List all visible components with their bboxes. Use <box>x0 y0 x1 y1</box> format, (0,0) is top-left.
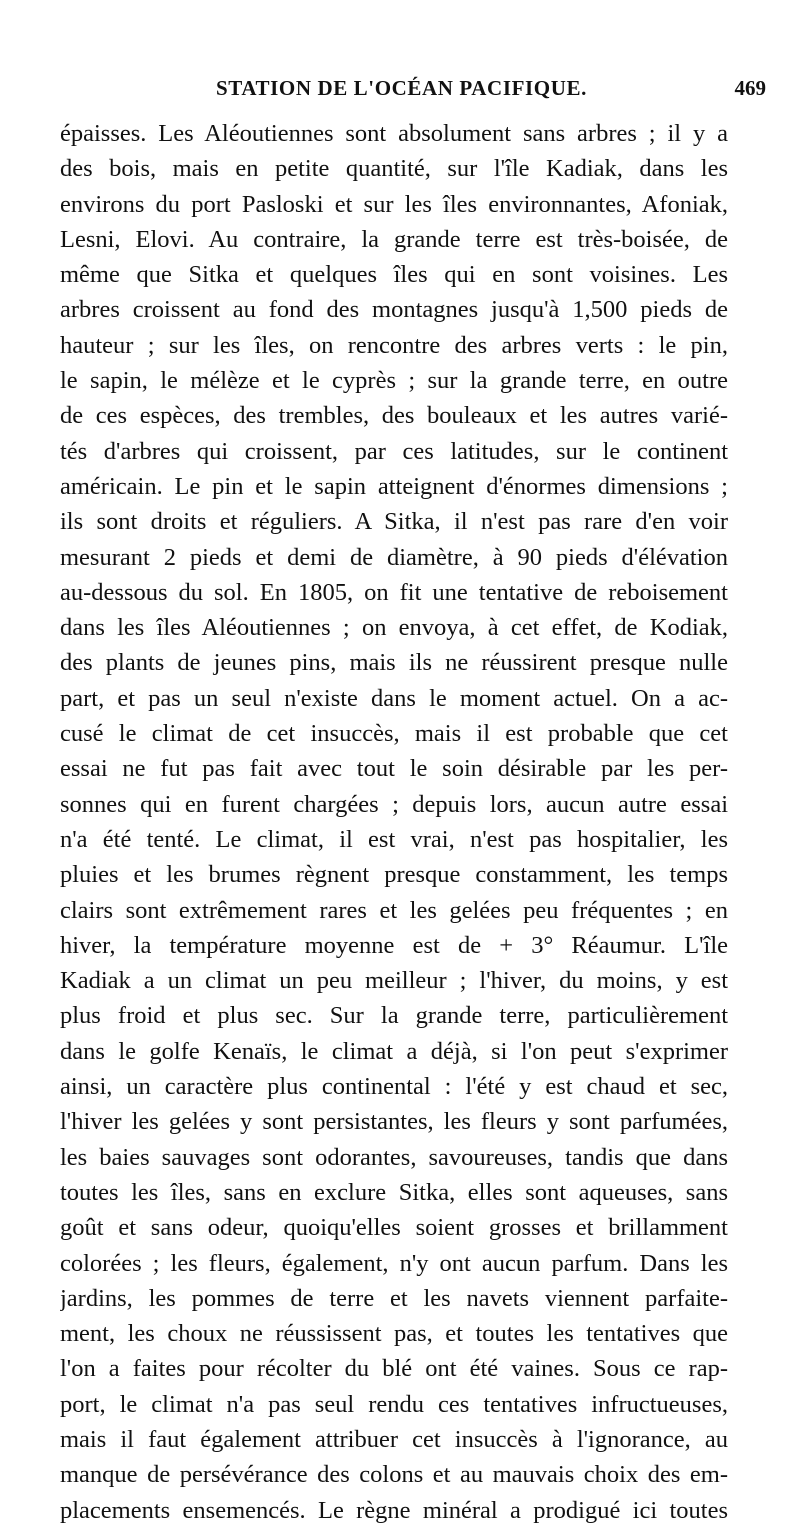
text-line: dans les îles Aléoutiennes ; on envoya, à cet effet, de Kodiak, <box>60 614 728 642</box>
text-line: jardins, les pommes de terre et les navets viennent parfaite- <box>60 1284 728 1312</box>
text-line: arbres croissent au fond des montagnes jusqu'à 1,500 pieds de <box>60 296 728 324</box>
text-line: mesurant 2 pieds et demi de diamètre, à 90 pieds d'élévation <box>60 543 728 571</box>
text-line: l'hiver les gelées y sont persistantes, les fleurs y sont parfumées, <box>60 1108 728 1136</box>
text-line: le sapin, le mélèze et le cyprès ; sur la grande terre, en outre <box>60 367 728 395</box>
text-line: colorées ; les fleurs, également, n'y ont aucun parfum. Dans les <box>60 1249 728 1277</box>
text-line: clairs sont extrêmement rares et les gelées peu fréquentes ; en <box>60 896 728 924</box>
running-title: STATION DE L'OCÉAN PACIFIQUE. <box>216 76 587 100</box>
text-line: tés d'arbres qui croissent, par ces latitudes, sur le continent <box>60 437 728 465</box>
text-line: manque de persévérance des colons et au mauvais choix des em- <box>60 1461 728 1489</box>
text-line: placements ensemencés. Le règne minéral a prodigué ici toutes <box>60 1496 728 1524</box>
text-line: épaisses. Les Aléoutiennes sont absolument sans arbres ; il y a <box>60 120 728 147</box>
text-line: l'on a faites pour récolter du blé ont été vaines. Sous ce rap- <box>60 1355 728 1383</box>
text-line: ment, les choux ne réussissent pas, et toutes les tentatives que <box>60 1320 728 1348</box>
text-line: essai ne fut pas fait avec tout le soin désirable par les per- <box>60 755 728 783</box>
text-line: goût et sans odeur, quoiqu'elles soient grosses et brillamment <box>60 1214 728 1242</box>
text-line: n'a été tenté. Le climat, il est vrai, n'est pas hospitalier, les <box>60 825 728 853</box>
body-text <box>60 116 728 1528</box>
page-number: 469 <box>734 76 766 100</box>
text-line: part, et pas un seul n'existe dans le moment actuel. On a ac- <box>60 684 728 712</box>
text-line: ils sont droits et réguliers. A Sitka, il n'est pas rare d'en voir <box>60 508 728 536</box>
text-line: des bois, mais en petite quantité, sur l'île Kadiak, dans les <box>60 155 728 183</box>
text-line: de ces espèces, des trembles, des bouleaux et les autres varié- <box>60 402 728 430</box>
text-line: dans le golfe Kenaïs, le climat a déjà, si l'on peut s'exprimer <box>60 1037 728 1065</box>
page-header <box>60 76 766 112</box>
text-line: hiver, la température moyenne est de + 3° Réaumur. L'île <box>60 931 728 959</box>
text-line: pluies et les brumes règnent presque constamment, les temps <box>60 861 728 889</box>
text-line: des plants de jeunes pins, mais ils ne réussirent presque nulle <box>60 649 728 677</box>
text-line: même que Sitka et quelques îles qui en sont voisines. Les <box>60 261 728 289</box>
text-line: mais il faut également attribuer cet insuccès à l'ignorance, au <box>60 1425 728 1453</box>
text-line: environs du port Pasloski et sur les îles environnantes, Afoniak, <box>60 190 728 218</box>
text-line: Kadiak a un climat un peu meilleur ; l'hiver, du moins, y est <box>60 967 728 995</box>
text-line: toutes les îles, sans en exclure Sitka, elles sont aqueuses, sans <box>60 1178 728 1206</box>
text-line: cusé le climat de cet insuccès, mais il est probable que cet <box>60 720 728 748</box>
text-line: Lesni, Elovi. Au contraire, la grande terre est très-boisée, de <box>60 225 728 253</box>
text-line: américain. Le pin et le sapin atteignent d'énormes dimensions ; <box>60 472 728 500</box>
text-line: hauteur ; sur les îles, on rencontre des arbres verts : le pin, <box>60 331 728 359</box>
text-line: au-dessous du sol. En 1805, on fit une tentative de reboisement <box>60 578 728 606</box>
text-line: ainsi, un caractère plus continental : l'été y est chaud et sec, <box>60 1073 728 1101</box>
text-line: port, le climat n'a pas seul rendu ces tentatives infructueuses, <box>60 1390 728 1418</box>
text-line: sonnes qui en furent chargées ; depuis lors, aucun autre essai <box>60 790 728 818</box>
text-line: les baies sauvages sont odorantes, savoureuses, tandis que dans <box>60 1143 728 1171</box>
text-line: plus froid et plus sec. Sur la grande terre, particulièrement <box>60 1002 728 1030</box>
